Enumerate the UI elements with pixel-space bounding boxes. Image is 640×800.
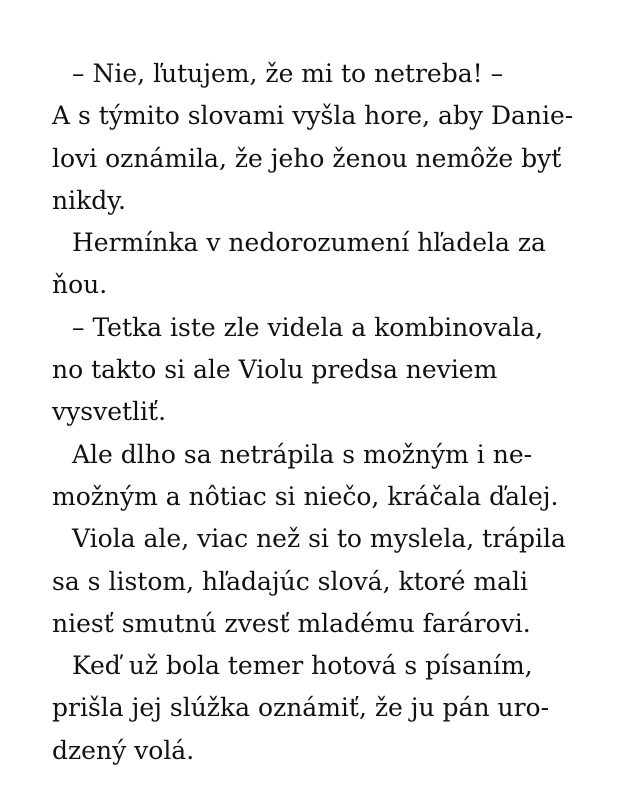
text-line: vysvetliť. [52, 397, 167, 427]
text-line: lovi oznámila, že jeho ženou nemôže byť [52, 143, 562, 173]
text-line: Viola ale, viac než si to myslela, trápila [72, 524, 566, 554]
text-line: dzený volá. [52, 735, 195, 765]
text-line: sa s listom, hľadajúc slová, ktoré mali [52, 566, 529, 596]
text-line: Hermínka v nedorozumení hľadela za [72, 228, 546, 258]
text-line: – Nie, ľutujem, že mi to netreba! – [72, 59, 504, 88]
text-line: prišla jej slúžka oznámiť, že ju pán uro- [52, 693, 550, 723]
text-line: Ale dlho sa netrápila s možným i ne- [72, 439, 533, 469]
text-line: A s týmito slovami vyšla hore, aby Danie- [52, 101, 574, 131]
page-text [52, 53, 612, 772]
text-line: možným a nôtiac si niečo, kráčala ďalej. [52, 481, 559, 511]
text-line: Keď už bola temer hotová s písaním, [72, 651, 533, 681]
text-line: niesť smutnú zvesť mladému farárovi. [52, 608, 531, 638]
text-line: no takto si ale Violu predsa neviem [52, 355, 498, 385]
text-line: nikdy. [52, 185, 126, 215]
text-line: ňou. [52, 270, 108, 300]
text-line: – Tetka iste zle videla a kombinovala, [72, 312, 544, 342]
